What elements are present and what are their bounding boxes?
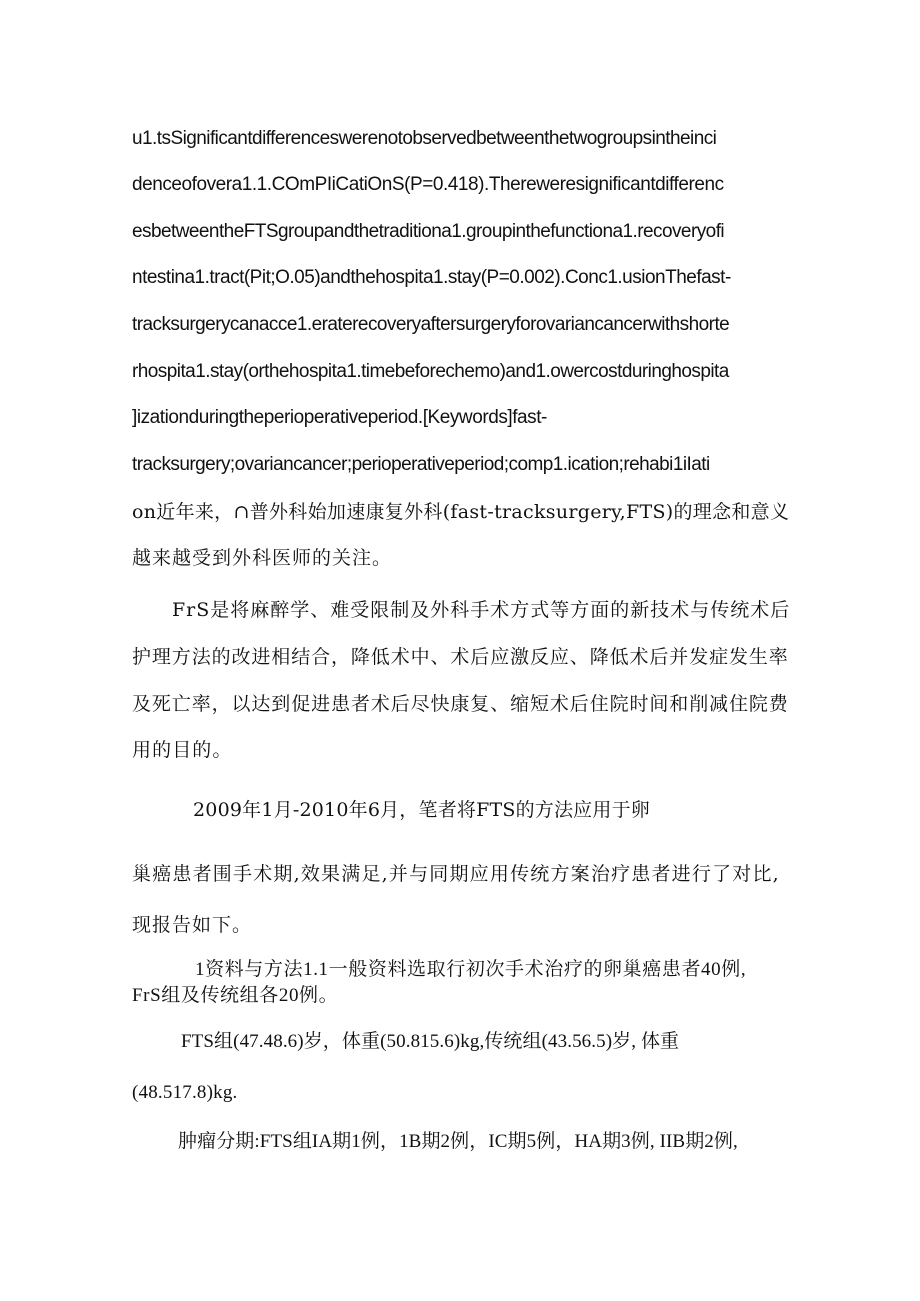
fts-paragraph-line: 用的目的。 — [132, 739, 233, 761]
fts-paragraph-line: FrS是将麻醉学、难受限制及外科手术方式等方面的新技术与传统术后 — [172, 599, 791, 621]
stage-line: 肿瘤分期:FTS组IA期1例，1B期2例，IC期5例，HA期3例, IIB期2例, — [178, 1131, 738, 1152]
abstract-line: rhospita1.stay(orthehospita1.timebeforechemo)and1.owercostduringhospita — [132, 361, 729, 382]
abstract-line: ntestina1.tract(Pit;O.05)andthehospita1.stay(P=0.002).Conc1.usionThefast- — [132, 267, 731, 288]
abstract-line: denceofovera1.1.COmPIiCatiOnS(P=0.418).Thereweresignificantdifferenc — [132, 174, 724, 195]
fts-paragraph-line: 护理方法的改进相结合，降低术中、术后应激反应、降低术后并发症发生率 — [132, 646, 789, 668]
date-paragraph-line: 2009年1月-2010年6月，笔者将FTS的方法应用于卵 — [193, 799, 650, 821]
abstract-line: tracksurgerycanacce1.eraterecoveryaftersurgeryforovariancancerwithshorte — [132, 314, 730, 335]
ovarian-paragraph-line: 现报告如下。 — [132, 914, 253, 936]
age-line: FTS组(47.48.6)岁，体重(50.815.6)kg,传统组(43.56.5)岁, 体重 — [181, 1031, 680, 1052]
methods-paragraph-line: 1资料与方法1.1一般资料选取行初次手术治疗的卵巢癌患者40例, — [195, 959, 747, 980]
ovarian-paragraph-line: 巢癌患者围手术期,效果满足,并与同期应用传统方案治疗患者进行了对比, — [132, 863, 780, 885]
abstract-line: tracksurgery;ovariancancer;perioperativeperiod;comp1.ication;rehabi1iIati — [132, 454, 710, 475]
methods-paragraph-line: FrS组及传统组各20例。 — [132, 985, 339, 1006]
intro-line: 越来越受到外科医师的关注。 — [132, 547, 393, 569]
abstract-line: esbetweentheFTSgroupandthetraditiona1.groupinthefunctiona1.recoveryofi — [132, 221, 725, 242]
abstract-line: ]izationduringtheperioperativeperiod.[Keywords]fast- — [132, 407, 547, 428]
abstract-line: u1.tsSignificantdifferenceswerenotobservedbetweenthetwogroupsintheinci — [132, 128, 717, 149]
fts-paragraph-line: 及死亡率，以达到促进患者术后尽快康复、缩短术后住院时间和削减住院费 — [132, 693, 789, 715]
intro-line: on近年来，∩普外科始加速康复外科(fast-tracksurgery,FTS)的理念和意义 — [132, 501, 790, 523]
weight-line: (48.517.8)kg. — [132, 1082, 238, 1103]
